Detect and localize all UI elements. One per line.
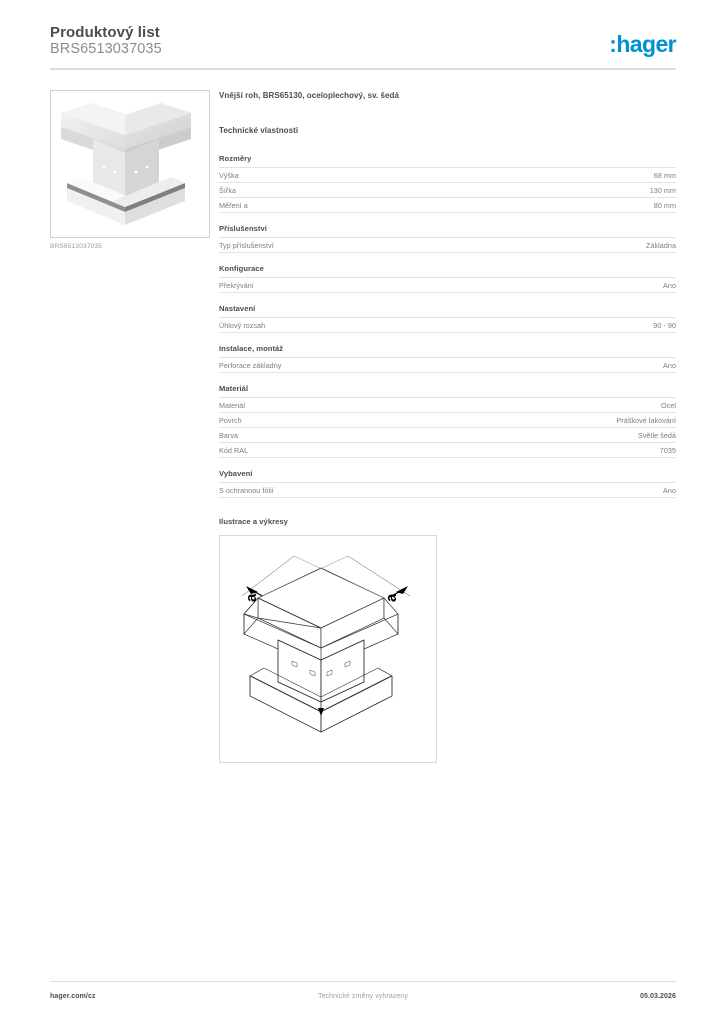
- product-photo-image: [51, 91, 207, 235]
- drawing-label-a-right: a: [383, 593, 400, 602]
- spec-group-title: Nastavení: [219, 304, 256, 313]
- spec-label: Kód RAL: [219, 445, 249, 455]
- spec-group: [219, 154, 676, 213]
- spec-row: [219, 482, 676, 498]
- spec-group-title: Materiál: [219, 384, 249, 393]
- header-divider: [50, 68, 676, 70]
- page-header: [50, 24, 676, 64]
- spec-value: Práškové lakování: [616, 415, 676, 425]
- spec-row: [219, 167, 676, 182]
- spec-row: [219, 197, 676, 213]
- page-title: Produktový list: [50, 24, 160, 41]
- spec-row: [219, 317, 676, 333]
- specifications-table: [219, 154, 676, 498]
- spec-row: [219, 277, 676, 293]
- spec-value: Ano: [663, 360, 676, 370]
- spec-label: Typ příslušenství: [219, 240, 274, 250]
- spec-group: [219, 384, 676, 458]
- spec-row: [219, 357, 676, 373]
- footer-website[interactable]: hager.com/cz: [50, 993, 96, 1000]
- spec-group-title: Vybavení: [219, 469, 253, 478]
- spec-value: 68 mm: [653, 170, 676, 180]
- spec-value: Ano: [663, 280, 676, 290]
- spec-row: [219, 412, 676, 427]
- product-photo-caption: BRS6513037035: [50, 243, 103, 250]
- spec-label: Materiál: [219, 400, 245, 410]
- spec-group-title: Konfigurace: [219, 264, 264, 273]
- spec-label: S ochrannou fólií: [219, 485, 274, 495]
- page-subtitle-article-number: BRS6513037035: [50, 41, 162, 57]
- spec-value: 7035: [659, 445, 676, 455]
- main-content: [219, 90, 676, 763]
- spec-group-title: Rozměry: [219, 154, 252, 163]
- technical-properties-heading: Technické vlastnosti: [219, 126, 299, 135]
- product-photo: [50, 90, 210, 238]
- spec-group-title: Instalace, montáž: [219, 344, 284, 353]
- spec-value: Světle šedá: [637, 430, 676, 440]
- spec-label: Šířka: [219, 185, 237, 195]
- spec-group: [219, 304, 676, 333]
- spec-value: 80 mm: [653, 200, 676, 210]
- spec-label: Perforace základny: [219, 360, 282, 370]
- spec-group: [219, 344, 676, 373]
- spec-label: Měření a: [219, 200, 248, 210]
- spec-value: 90 - 90: [653, 320, 676, 330]
- spec-value: 130 mm: [649, 185, 676, 195]
- footer-divider: [50, 981, 676, 982]
- spec-row: [219, 397, 676, 412]
- spec-row: [219, 237, 676, 253]
- footer-date: 05.03.2026: [639, 993, 676, 1000]
- spec-label: Povrch: [219, 415, 242, 425]
- spec-value: Základna: [646, 240, 676, 250]
- spec-label: Barva: [219, 430, 239, 440]
- spec-row: [219, 442, 676, 458]
- product-name: Vnější roh, BRS65130, oceloplechový, sv. šedá: [219, 91, 399, 100]
- spec-label: Úhlový rozsah: [219, 320, 266, 330]
- spec-value: Ano: [663, 485, 676, 495]
- hager-logo: :hager: [609, 31, 676, 57]
- drawing-label-a-left: a: [243, 593, 260, 602]
- spec-row: [219, 182, 676, 197]
- spec-group: [219, 469, 676, 498]
- spec-value: Ocel: [661, 400, 676, 410]
- technical-drawing-image: [220, 536, 436, 762]
- footer-disclaimer: Technické změny vyhrazeny: [317, 993, 409, 1000]
- page-footer: [50, 993, 676, 1007]
- spec-row: [219, 427, 676, 442]
- spec-group: [219, 264, 676, 293]
- spec-label: Překrývání: [219, 280, 254, 290]
- technical-drawing: [219, 535, 437, 763]
- illustrations-heading: Ilustrace a výkresy: [219, 517, 288, 526]
- spec-group: [219, 224, 676, 253]
- spec-group-title: Příslušenství: [219, 224, 267, 233]
- spec-label: Výška: [219, 170, 239, 180]
